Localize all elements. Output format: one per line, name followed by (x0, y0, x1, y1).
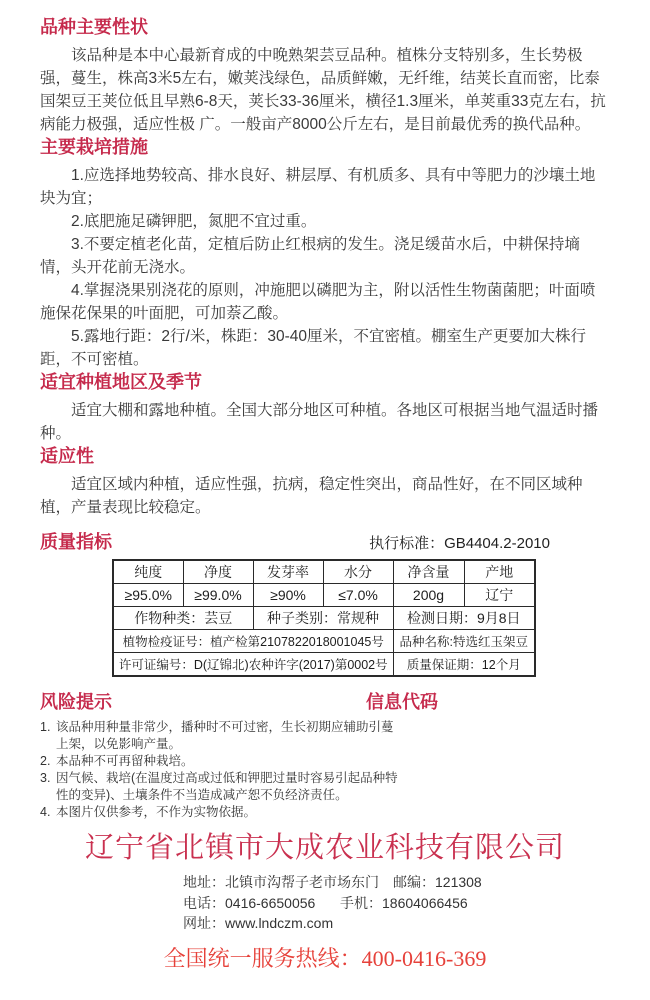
standard-label: 执行标准： (369, 535, 445, 552)
section-title-region: 适宜种植地区及季节 (40, 372, 202, 392)
variety-name-cell: 品种名称:特选红玉架豆 (393, 630, 535, 653)
val-origin: 辽宁 (464, 584, 535, 607)
execution-standard (369, 532, 610, 553)
val-germination: ≥90% (253, 584, 323, 607)
risk-item-number: 3. (40, 771, 51, 785)
val-cleanliness: ≥99.0% (183, 584, 253, 607)
cultivation-item-2: 2.底肥施足磷钾肥，氮肥不宜过重。 (71, 213, 317, 230)
quality-table-row-5 (113, 653, 535, 677)
col-moisture: 水分 (323, 560, 393, 584)
address-value: 北镇市沟帮子老市场东门 (225, 874, 379, 890)
col-germination: 发芽率 (253, 560, 323, 584)
contact-line-phone (183, 893, 610, 914)
quality-table (112, 559, 536, 677)
col-cleanliness: 净度 (183, 560, 253, 584)
zip-label: 邮编： (393, 874, 435, 890)
risk-item-text: 本品种不可再留种栽培。 (56, 754, 194, 768)
mobile-label: 手机： (340, 894, 382, 911)
license-number-cell: 许可证编号：D(辽锦北)农种许字(2017)第0002号 (113, 653, 393, 677)
website-label: 网址： (183, 915, 225, 931)
risk-item-number: 1. (40, 720, 51, 734)
risk-item-1 (40, 719, 398, 753)
website-value: www.lndczm.com (225, 915, 334, 931)
section-title-quality: 质量指标 (40, 532, 112, 552)
service-hotline (40, 942, 610, 973)
quality-table-row-3 (113, 607, 535, 630)
contact-line-address (183, 872, 610, 893)
address-label: 地址： (183, 874, 225, 890)
risk-item-number: 2. (40, 754, 51, 768)
section-title-traits: 品种主要性状 (40, 17, 148, 37)
section-title-info-code: 信息代码 (366, 692, 438, 712)
crop-type-cell: 作物种类：芸豆 (113, 607, 253, 630)
quality-header-row (40, 531, 610, 553)
section-title-cultivation: 主要栽培措施 (40, 137, 148, 157)
col-purity: 纯度 (113, 560, 183, 584)
col-net-weight: 净含量 (393, 560, 464, 584)
risk-list (40, 719, 398, 821)
cultivation-item-4: 4.掌握浇果别浇花的原则，冲施肥以磷肥为主，附以活性生物菌菌肥；叶面喷施保花保果的叶面肥，可加萘乙酸。 (40, 282, 596, 322)
mobile-value: 18604066456 (382, 894, 468, 911)
contact-block (183, 872, 610, 934)
hotline-number: 400-0416-369 (361, 945, 487, 971)
val-moisture: ≤7.0% (323, 584, 393, 607)
quality-guarantee-cell: 质量保证期：12个月 (393, 653, 535, 677)
risk-item-text: 本图片仅供参考，不作为实物依据。 (56, 805, 257, 819)
risk-item-4 (40, 804, 398, 821)
risk-item-number: 4. (40, 805, 51, 819)
section-title-adaptability: 适应性 (40, 446, 94, 466)
cultivation-item-1: 1.应选择地势较高、排水良好、耕层厚、有机质多、具有中等肥力的沙壤土地块为宜； (40, 167, 596, 207)
risk-header-row (40, 691, 610, 713)
risk-item-3 (40, 770, 398, 804)
traits-paragraph: 该品种是本中心最新育成的中晚熟架芸豆品种。植株分支特别多，生长势极强，蔓生，株高3米5左右，嫩荚浅绿色，品质鲜嫩，无纤维，结荚长直而密，比泰国架豆王荚位低且早熟6-8天，荚长33-36厘米，横径1.3厘米，单荚重33克左右，抗病能力极强，适应性极 广。一般亩产8000公斤左右，是目前最优秀的换代品种。 (40, 47, 606, 133)
cultivation-item-3: 3.不要定植老化苗，定植后防止红根病的发生。浇足缓苗水后，中耕保持墒情，头开花前无浇水。 (40, 236, 580, 276)
risk-item-text: 因气候、栽培(在温度过高或过低和钾肥过量时容易引起品种特性的变异)、土壤条件不当造成减产恕不负经济责任。 (56, 771, 398, 802)
quality-table-row-4 (113, 630, 535, 653)
company-name: 辽宁省北镇市大成农业科技有限公司 (84, 832, 565, 864)
hotline-label: 全国统一服务热线： (163, 945, 362, 971)
zip-value: 121308 (435, 874, 482, 890)
col-origin: 产地 (464, 560, 535, 584)
seed-category-cell: 种子类别：常规种 (253, 607, 393, 630)
standard-value: GB4404.2-2010 (444, 535, 550, 552)
contact-line-website (183, 913, 610, 934)
phone-value: 0416-6650056 (225, 894, 316, 911)
test-date-cell: 检测日期：9月8日 (393, 607, 535, 630)
val-purity: ≥95.0% (113, 584, 183, 607)
quarantine-cert-cell: 植物检疫证号：植产检第2107822018001045号 (113, 630, 393, 653)
cultivation-item-5: 5.露地行距：2行/米，株距：30-40厘米，不宜密植。棚室生产更要加大株行距，不可密植。 (40, 328, 586, 368)
section-title-risk: 风险提示 (40, 692, 112, 712)
adaptability-paragraph: 适宜区域内种植，适应性强，抗病，稳定性突出，商品性好，在不同区域种植，产量表现比较稳定。 (40, 476, 583, 516)
val-net-weight: 200g (393, 584, 464, 607)
quality-table-header-row (113, 560, 535, 584)
region-paragraph: 适宜大棚和露地种植。全国大部分地区可种植。各地区可根据当地气温适时播种。 (40, 402, 599, 442)
phone-label: 电话： (183, 894, 225, 911)
risk-item-2 (40, 753, 398, 770)
quality-table-values-row (113, 584, 535, 607)
risk-item-text: 该品种用种量非常少，播种时不可过密，生长初期应辅助引蔓上架，以免影响产量。 (56, 720, 394, 751)
